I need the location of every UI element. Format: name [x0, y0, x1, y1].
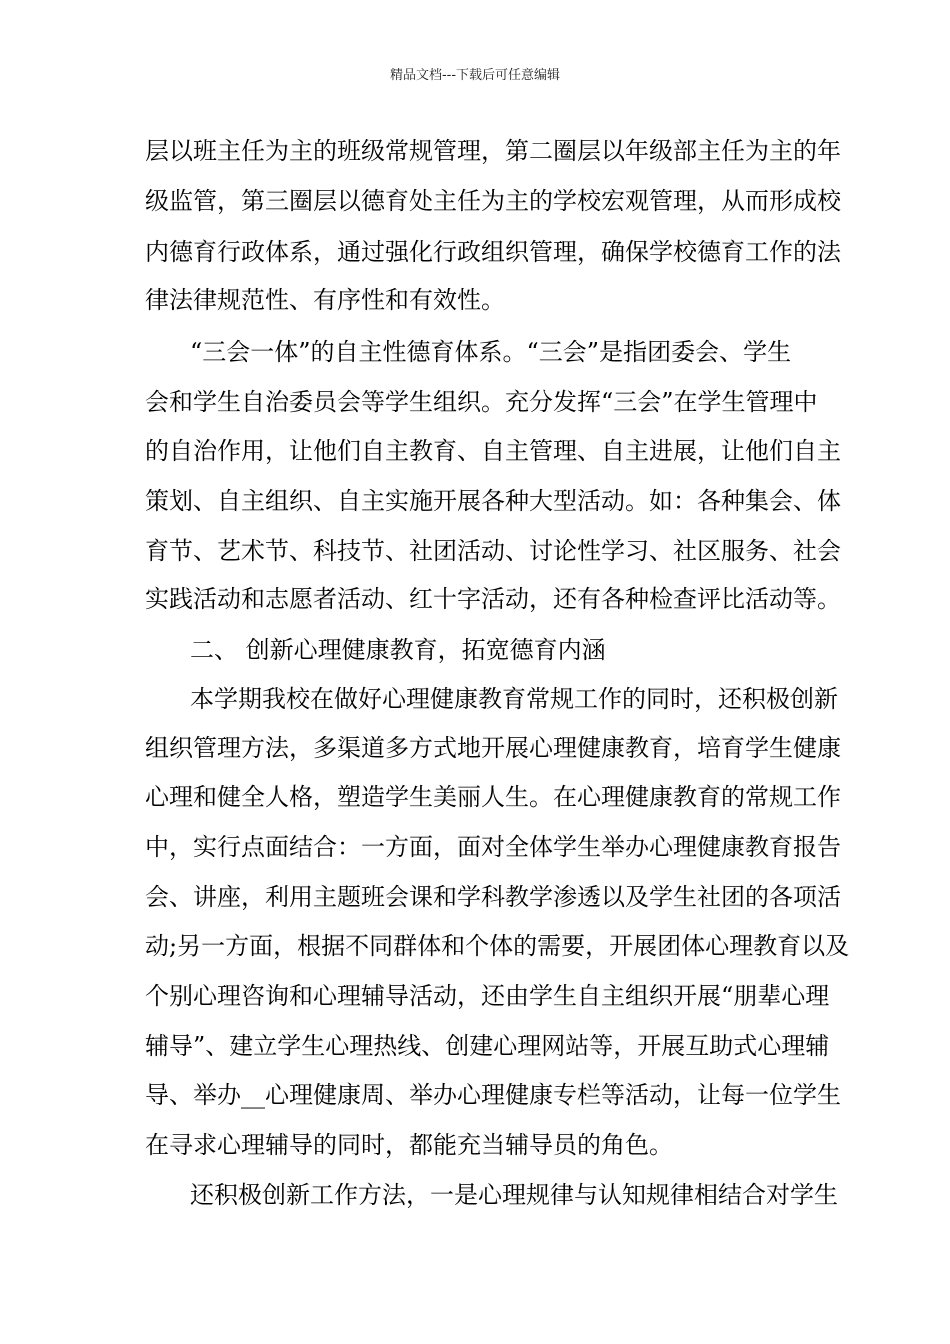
- text-line: 导、举办__心理健康周、举办心理健康专栏等活动，让每一位学生: [145, 1081, 841, 1109]
- text-line: 中，实行点面结合：一方面，面对全体学生举办心理健康教育报告: [145, 833, 841, 861]
- text-line: 策划、自主组织、自主实施开展各种大型活动。如：各种集会、体: [145, 487, 841, 515]
- text-line: 内德育行政体系，通过强化行政组织管理，确保学校德育工作的法: [145, 238, 841, 266]
- text-line: 实践活动和志愿者活动、红十字活动，还有各种检查评比活动等。: [145, 585, 841, 613]
- text-line: “三会一体”的自主性德育体系。“三会”是指团委会、学生: [190, 338, 792, 366]
- text-line: 会、讲座，利用主题班会课和学科教学渗透以及学生社团的各项活: [145, 883, 841, 911]
- text-line: 心理和健全人格，塑造学生美丽人生。在心理健康教育的常规工作: [145, 783, 841, 811]
- text-line: 育节、艺术节、科技节、社团活动、讨论性学习、社区服务、社会: [145, 537, 841, 565]
- text-line: 律法律规范性、有序性和有效性。: [145, 286, 505, 314]
- text-line: 还积极创新工作方法，一是心理规律与认知规律相结合对学生: [190, 1181, 838, 1209]
- text-line: 在寻求心理辅导的同时，都能充当辅导员的角色。: [145, 1131, 673, 1159]
- text-line: 层以班主任为主的班级常规管理，第二圈层以年级部主任为主的年: [145, 137, 841, 165]
- text-line: 的自治作用，让他们自主教育、自主管理、自主进展，让他们自主: [145, 437, 841, 465]
- text-line: 组织管理方法，多渠道多方式地开展心理健康教育，培育学生健康: [145, 734, 841, 762]
- text-line: 动;另一方面，根据不同群体和个体的需要，开展团体心理教育以及: [145, 932, 850, 960]
- text-line: 级监管，第三圈层以德育处主任为主的学校宏观管理，从而形成校: [145, 187, 841, 215]
- text-line: 本学期我校在做好心理健康教育常规工作的同时，还积极创新: [190, 685, 838, 713]
- section-heading: 二、 创新心理健康教育，拓宽德育内涵: [190, 636, 606, 664]
- text-line: 个别心理咨询和心理辅导活动，还由学生自主组织开展“朋辈心理: [145, 982, 830, 1010]
- text-line: 会和学生自治委员会等学生组织。充分发挥“三会”在学生管理中: [145, 388, 818, 416]
- page-header: 精品文档---下载后可任意编辑: [389, 68, 561, 83]
- text-line: 辅导”、建立学生心理热线、创建心理网站等，开展互助式心理辅: [145, 1032, 830, 1060]
